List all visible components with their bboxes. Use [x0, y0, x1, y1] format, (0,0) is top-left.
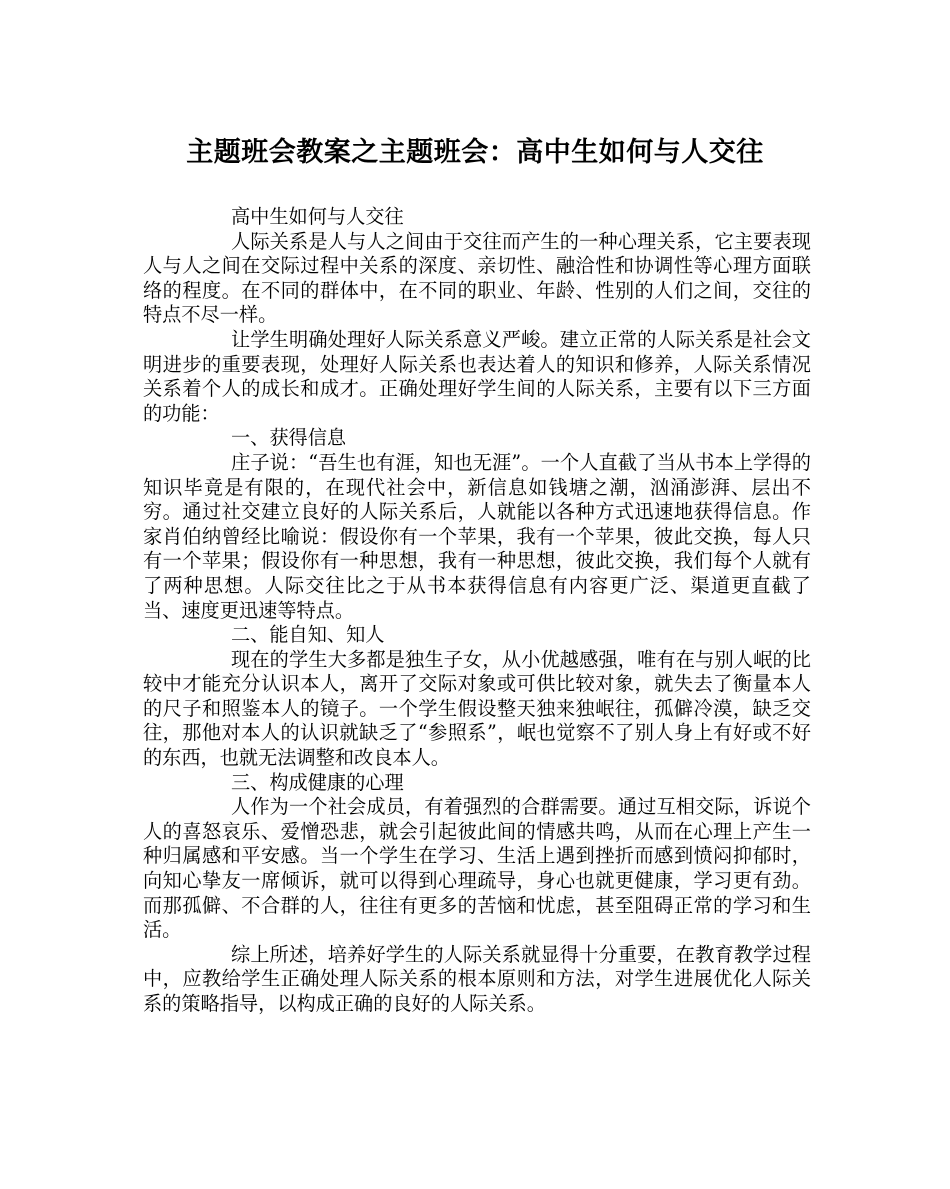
- body-paragraph: 庄子说：“吾生也有涯，知也无涯”。一个人直截了当从书本上学得的知识毕竟是有限的，在现代社会中，新信息如钱塘之潮，汹涌澎湃、层出不穷。通过社交建立良好的人际关系后，人就能以各种方式迅速地获得信息。作家肖伯纳曾经比喻说：假设你有一个苹果，我有一个苹果，彼此交换，每人只有一个苹果；假设你有一种思想，我有一种思想，彼此交换，我们每个人就有了两种思想。人际交往比之于从书本获得信息有内容更广泛、渠道更直截了当、速度更迅速等特点。: [143, 450, 811, 622]
- conclusion-paragraph: 综上所述，培养好学生的人际关系就显得十分重要，在教育教学过程中，应教给学生正确处理人际关系的根本原则和方法，对学生进展优化人际关系的策略指导，以构成正确的良好的人际关系。: [143, 942, 811, 1015]
- body-paragraph: 让学生明确处理好人际关系意义严峻。建立正常的人际关系是社会文明进步的重要表现，处理好人际关系也表达着人的知识和修养，人际关系情况关系着个人的成长和成才。正确处理好学生间的人际关系，主要有以下三方面的功能：: [143, 327, 811, 425]
- document-title: 主题班会教案之主题班会：高中生如何与人交往: [186, 137, 764, 168]
- body-paragraph: 人作为一个社会成员，有着强烈的合群需要。通过互相交际，诉说个人的喜怒哀乐、爱憎恐悲，就会引起彼此间的情感共鸣，从而在心理上产生一种归属感和平安感。当一个学生在学习、生活上遇到挫折而感到愤闷抑郁时，向知心挚友一席倾诉，就可以得到心理疏导，身心也就更健康，学习更有劲。而那孤僻、不合群的人，往往有更多的苦恼和忧虑，甚至阻碍正常的学习和生活。: [143, 795, 811, 942]
- section-heading: 一、获得信息: [231, 426, 347, 450]
- body-paragraph: 现在的学生大多都是独生子女，从小优越感强，唯有在与别人岷的比较中才能充分认识本人，离开了交际对象或可供比较对象，就失去了衡量本人的尺子和照鉴本人的镜子。一个学生假设整天独来独岷往，孤僻冷漠，缺乏交往，那他对本人的认识就缺乏了“参照系”，岷也觉察不了别人身上有好或不好的东西，也就无法调整和改良本人。: [143, 647, 811, 770]
- subtitle-paragraph: 高中生如何与人交往: [231, 205, 404, 228]
- document-body: [143, 205, 811, 1017]
- section-heading: 三、构成健康的心理: [231, 770, 404, 794]
- body-paragraph: 人际关系是人与人之间由于交往而产生的一种心理关系，它主要表现人与人之间在交际过程中关系的深度、亲切性、融洽性和协调性等心理方面联络的程度。在不同的群体中，在不同的职业、年龄、性别的人们之间，交往的特点不尽一样。: [143, 229, 811, 327]
- section-heading: 二、能自知、知人: [231, 623, 385, 647]
